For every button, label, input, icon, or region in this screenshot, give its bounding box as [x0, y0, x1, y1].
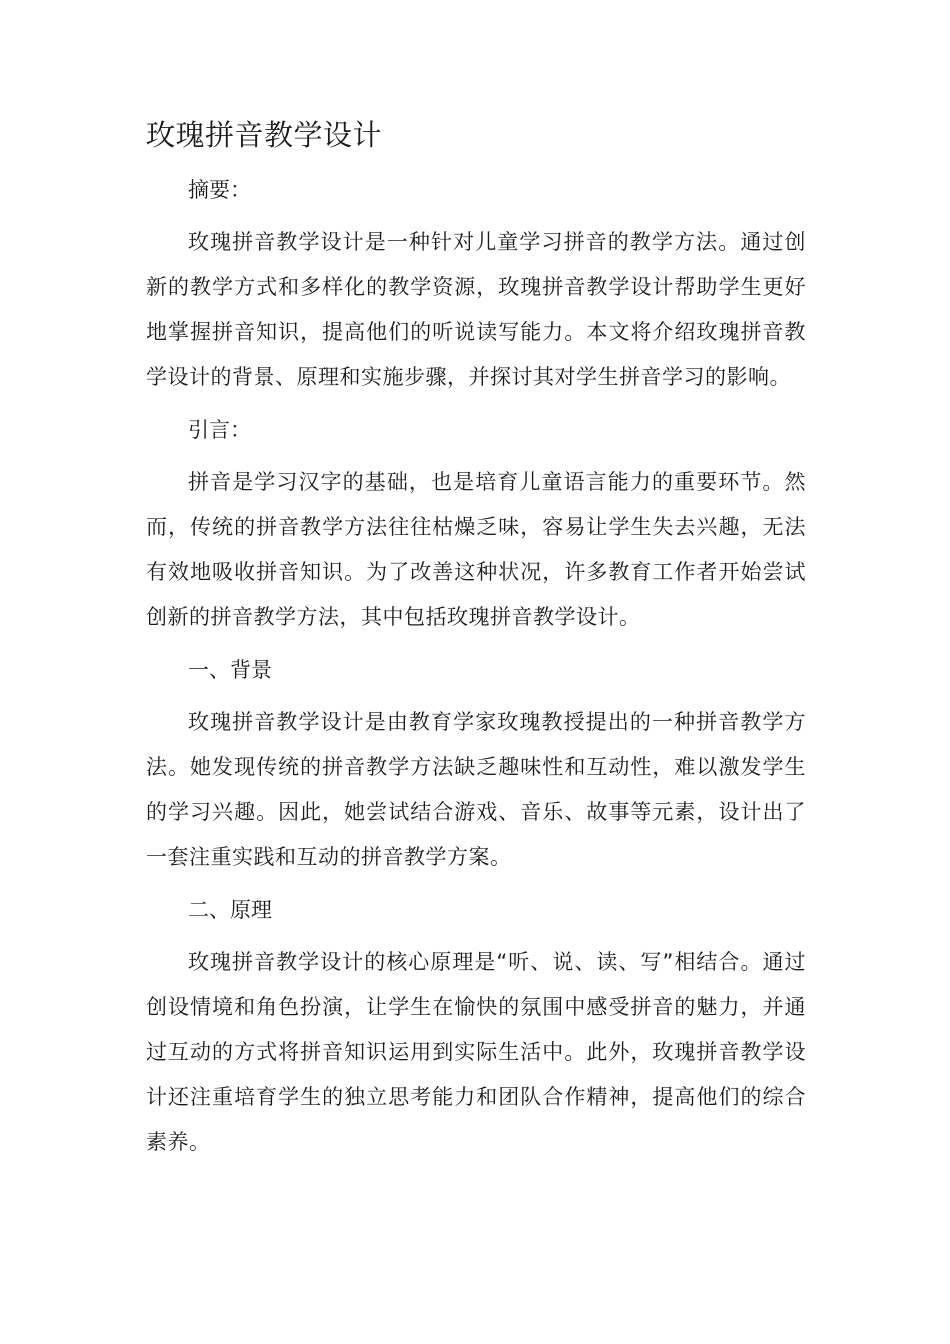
section-heading-background: 一、背景 [188, 658, 272, 682]
abstract-label: 摘要： [188, 178, 251, 202]
document-title: 玫瑰拼音教学设计 [146, 118, 383, 152]
background-paragraph: 玫瑰拼音教学设计是由教育学家玫瑰教授提出的一种拼音教学方法。她发现传统的拼音教学方法缺乏趣味性和互动性，难以激发学生的学习兴趣。因此，她尝试结合游戏、音乐、故事等元素，设计出了一套注重实践和互动的拼音教学方案。 [146, 710, 806, 869]
intro-paragraph: 拼音是学习汉字的基础，也是培育儿童语言能力的重要环节。然而，传统的拼音教学方法往往枯燥乏味，容易让学生失去兴趣，无法有效地吸收拼音知识。为了改善这种状况，许多教育工作者开始尝试创新的拼音教学方法，其中包括玫瑰拼音教学设计。 [146, 470, 806, 629]
abstract-paragraph: 玫瑰拼音教学设计是一种针对儿童学习拼音的教学方法。通过创新的教学方式和多样化的教学资源，玫瑰拼音教学设计帮助学生更好地掌握拼音知识，提高他们的听说读写能力。本文将介绍玫瑰拼音教学设计的背景、原理和实施步骤，并探讨其对学生拼音学习的影响。 [146, 230, 806, 389]
principle-paragraph: 玫瑰拼音教学设计的核心原理是“听、说、读、写”相结合。通过创设情境和角色扮演，让学生在愉快的氛围中感受拼音的魅力，并通过互动的方式将拼音知识运用到实际生活中。此外，玫瑰拼音教学设计还注重培育学生的独立思考能力和团队合作精神，提高他们的综合素养。 [146, 950, 806, 1154]
intro-label: 引言： [188, 418, 251, 442]
document-body [146, 112, 806, 1173]
section-heading-principle: 二、原理 [188, 898, 272, 922]
